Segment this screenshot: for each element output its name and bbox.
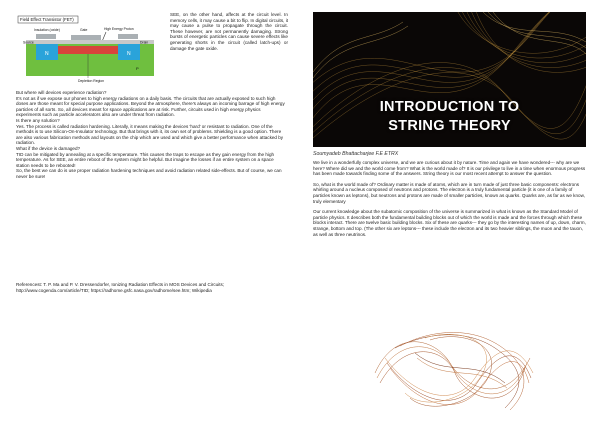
fet-label-insulation: Insulation (oxide) (34, 28, 60, 32)
left-paragraph: What if the device is damaged? (16, 145, 81, 151)
depletion-region (58, 46, 118, 54)
left-paragraph: It's not as if we expose our phones to high energy radiations on a daily basis. The circuits that are actually exposed to such high doses are those meant for special purpose applications. Beyond the atmosphere, there's always an incoming barrage of high energy particles of all sorts. So, all devices meant for space applications are at risk. Further, circuits used in high energy physics experiments such as particle accelerators also are under threat from radiation. (16, 95, 285, 118)
side-column-text: SEE, on the other hand, affects at the circuit level. In memory cells, it may cause a bit to flip. In digital circuits, it may cause a pulse to propagate through the circuit. These however, are not permanently damaging. Strong bursts of energetic particles can cause severe effects like generating shorts in the circuit (called latch-ups) or damage the gate oxide. (170, 12, 288, 51)
left-paragraph: Yes. The process is called radiation hardening. Literally, it means making the devices 'hard' or resistant to radiation. One of the methods is to use Silicon-On-Insulator technology. But that brings with it, its own set of problems. Shielding is a good option. There are also various fabrication methods and layouts on the chip which are used and which give a better performance when attacked by radiation. (16, 123, 284, 146)
fet-label-proton: High Energy Proton (104, 27, 134, 31)
left-paragraph: Is there any solution? (16, 117, 60, 123)
fet-title: Field Effect Transistor (FET) (20, 17, 74, 23)
right-paragraph: We live in a wonderfully complex universe, and we are curious about it by nature. Time and again we have wondered--- why are we here? Where did we and the world come from? What is the world made of? It is our privilege to live in a time when enormous progress has been made towards finding some of the answers. String theory is our most recent attempt to answer the question. (313, 160, 586, 177)
fet-label-n-right: N (127, 51, 131, 57)
title-line-2: STRING THEORY (388, 118, 511, 134)
left-paragraph: But where will devices experience radiation? (16, 90, 107, 95)
references: Referencest: T. P. Ma and P. V. Dressendorfer, Ionizing Radiation Effects in MOS Devices and Circuits; http://www.cogenda.com/article/TID; https://radhome.gsfc.nasa.gov/radhome/see.htm; Wikipedia (16, 282, 225, 293)
fet-label-p: P (136, 66, 139, 71)
right-body (313, 160, 586, 237)
fet-label-depletion: Depletion Region (78, 79, 105, 83)
right-paragraph: Our current knowledge about the subatomic composition of the universe is summarized in what is known as the Standard Model of particle physics. It describes both the fundamental building blocks out of which the world is made and the forces through which these blocks interact. There are twelve basic building blocks. Six of these are quarks--- they go by the interesting names of up, down, charm, strange, bottom and top. (The other six are leptons--- these include the electron and its two heavier siblings, the muon and the tauon, as well as three neutrinos. (313, 209, 586, 237)
fet-label-gate: Gate (80, 28, 88, 32)
fet-diagram (16, 14, 166, 86)
title-line-1: INTRODUCTION TO (379, 99, 520, 115)
source-electrode (36, 34, 56, 39)
author-byline: Soumyadeb Bhattacharjee F.E ETRX (313, 151, 399, 157)
fet-label-source: Source (23, 40, 34, 45)
article-title (313, 98, 586, 136)
fet-label-drain: Drain (140, 40, 149, 45)
fet-label-n-left: N (45, 51, 49, 57)
string-rendering-image (355, 318, 545, 418)
string-theory-hero (313, 12, 586, 147)
left-paragraph: So, the best we can do is use proper radiation hardening techniques and avoid radiation related side-effects. But of course, we can never be sure! (16, 168, 282, 179)
gate-electrode (71, 35, 101, 40)
right-paragraph: So, what is the world made of? Ordinary matter is made of atoms, which are in turn made of just three basic components: electrons whirling around a nucleus composed of neutrons and protons. The electron is a truly fundamental particle (it is one of a family of particles known as leptons), but neutrons and protons are made of smaller particles, known as quarks. Quarks are, as far as we know, truly elementary (313, 181, 585, 204)
drain-electrode (118, 34, 138, 39)
left-paragraph: TID can be mitigated by annealing at a specific temperature. This causes the traps to escape as they gain energy from the high temperature. As for SEE, an entire reboot of the system might be helpful. But imagine the losses if an entire system on a space station needs to be rebooted! (16, 151, 275, 168)
left-body (16, 90, 286, 180)
oxide-layer (26, 40, 154, 44)
